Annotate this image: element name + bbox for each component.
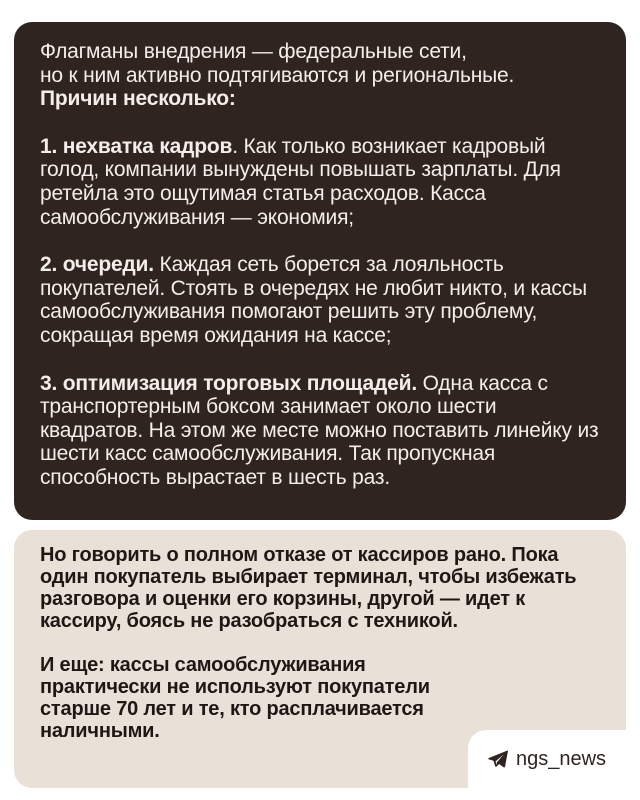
conclusion-paragraph-2: И еще: кассы самообслуживания практически не используют покупатели старше 70 лет и те, кто расплачивается наличными. [40,654,430,742]
intro-line-1: Флагманы внедрения — федеральные сети, [40,40,467,63]
reason-3-title: 3. оптимизация торговых площадей. [40,371,417,395]
reason-2-text: Каждая сеть борется за лояльность покупателей. Стоять в очередях не любит никто, и кассы самообслуживания помогают решить эту проблему, сокращая время ожидания на кассе; [40,253,587,347]
reason-1-text: . Как только возникает кадровый голод, компании вынуждены повышать зарплаты. Для ретейла это ощутимая статья расходов. Касса самообслуживания — экономия; [40,134,561,229]
telegram-icon [488,750,508,768]
reasons-card [14,22,626,520]
source-badge[interactable] [468,730,626,788]
reason-3 [40,372,602,490]
intro-line-2: но к ним активно подтягиваются и региональные. [40,63,515,87]
intro-text [40,40,602,111]
reason-1-title: 1. нехватка кадров [40,134,233,158]
reason-3-text: Одна касса с транспортерным боксом занимает около шести квадратов. На этом же месте можно поставить линейку из шести касс самообслуживания. Так пропускная способность вырастает в шесть раз. [40,371,599,489]
conclusion-card [14,530,626,788]
conclusion-paragraph-1: Но говорить о полном отказе от кассиров рано. Пока один покупатель выбирает терминал, чтобы избежать разговора и оценки его корзины, другой — идет к кассиру, боясь не разобраться с техникой. [40,544,577,632]
channel-handle: ngs_news [515,747,607,770]
reason-1 [40,135,602,229]
reason-2-title: 2. очереди. [40,253,154,277]
reason-2 [40,253,602,347]
intro-heading: Причин несколько: [40,87,236,111]
